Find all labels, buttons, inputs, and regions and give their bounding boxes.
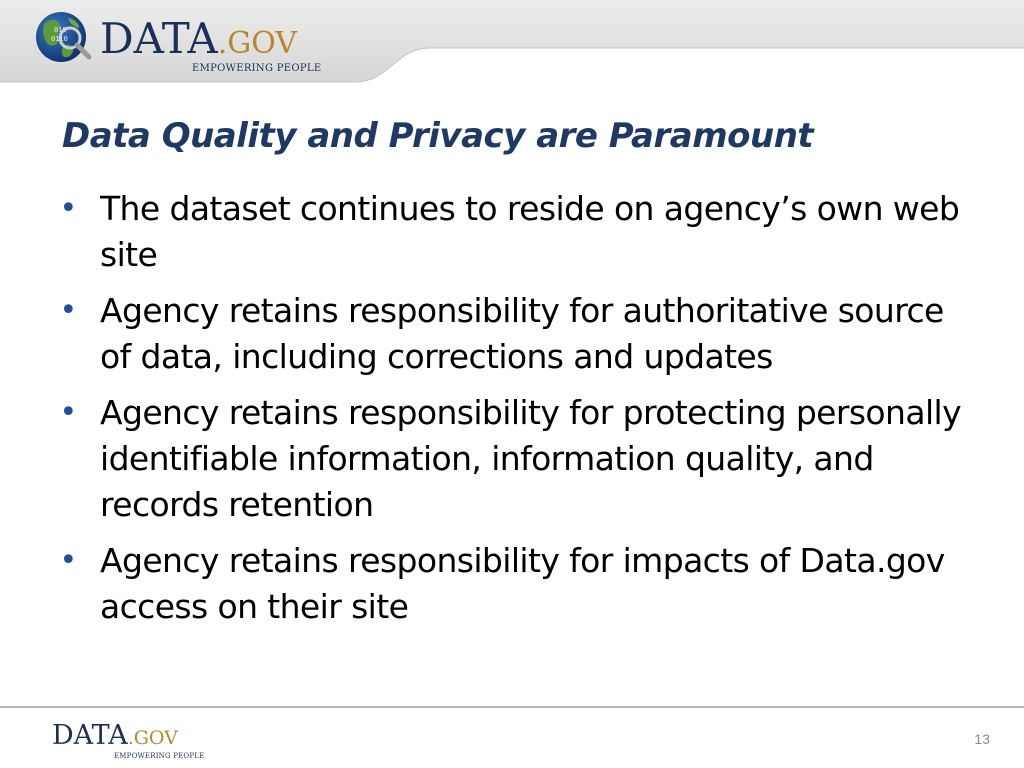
bullet-dot-icon: • xyxy=(59,543,77,578)
footer-divider xyxy=(0,706,1024,708)
footer-logo-gov: .GOV xyxy=(127,727,178,749)
globe-magnifier-icon xyxy=(34,10,96,72)
bullet-item xyxy=(58,288,968,380)
bullet-text: The dataset continues to reside on agency’s own web site xyxy=(100,189,960,274)
page-number: 13 xyxy=(974,731,990,747)
bullet-text: Agency retains responsibility for authoritative source of data, including corrections and updates xyxy=(100,291,944,376)
bullet-dot-icon: • xyxy=(59,395,77,430)
header-logo-tagline: EMPOWERING PEOPLE xyxy=(192,63,322,74)
bullet-item xyxy=(58,538,968,630)
svg-text:0110: 0110 xyxy=(51,35,68,43)
footer-logo[interactable] xyxy=(52,722,222,766)
header-logo-wordmark xyxy=(100,14,297,63)
bullet-list xyxy=(58,186,968,640)
header-logo-gov: .GOV xyxy=(217,26,297,61)
bullet-dot-icon: • xyxy=(59,191,77,226)
bullet-item xyxy=(58,390,968,528)
bullet-item xyxy=(58,186,968,278)
svg-text:010: 010 xyxy=(54,26,67,34)
footer-logo-tagline: EMPOWERING PEOPLE xyxy=(114,752,205,760)
bullet-text: Agency retains responsibility for impacts of Data.gov access on their site xyxy=(100,541,945,626)
bullet-text: Agency retains responsibility for protecting personally identifiable information, information quality, and records retention xyxy=(100,393,962,524)
slide-title: Data Quality and Privacy are Paramount xyxy=(62,116,814,156)
footer-logo-wordmark xyxy=(52,722,178,749)
bullet-dot-icon: • xyxy=(59,293,77,328)
header-logo-data: DATA xyxy=(100,14,218,63)
footer-logo-data: DATA xyxy=(52,720,128,751)
header-logo[interactable] xyxy=(34,8,334,74)
